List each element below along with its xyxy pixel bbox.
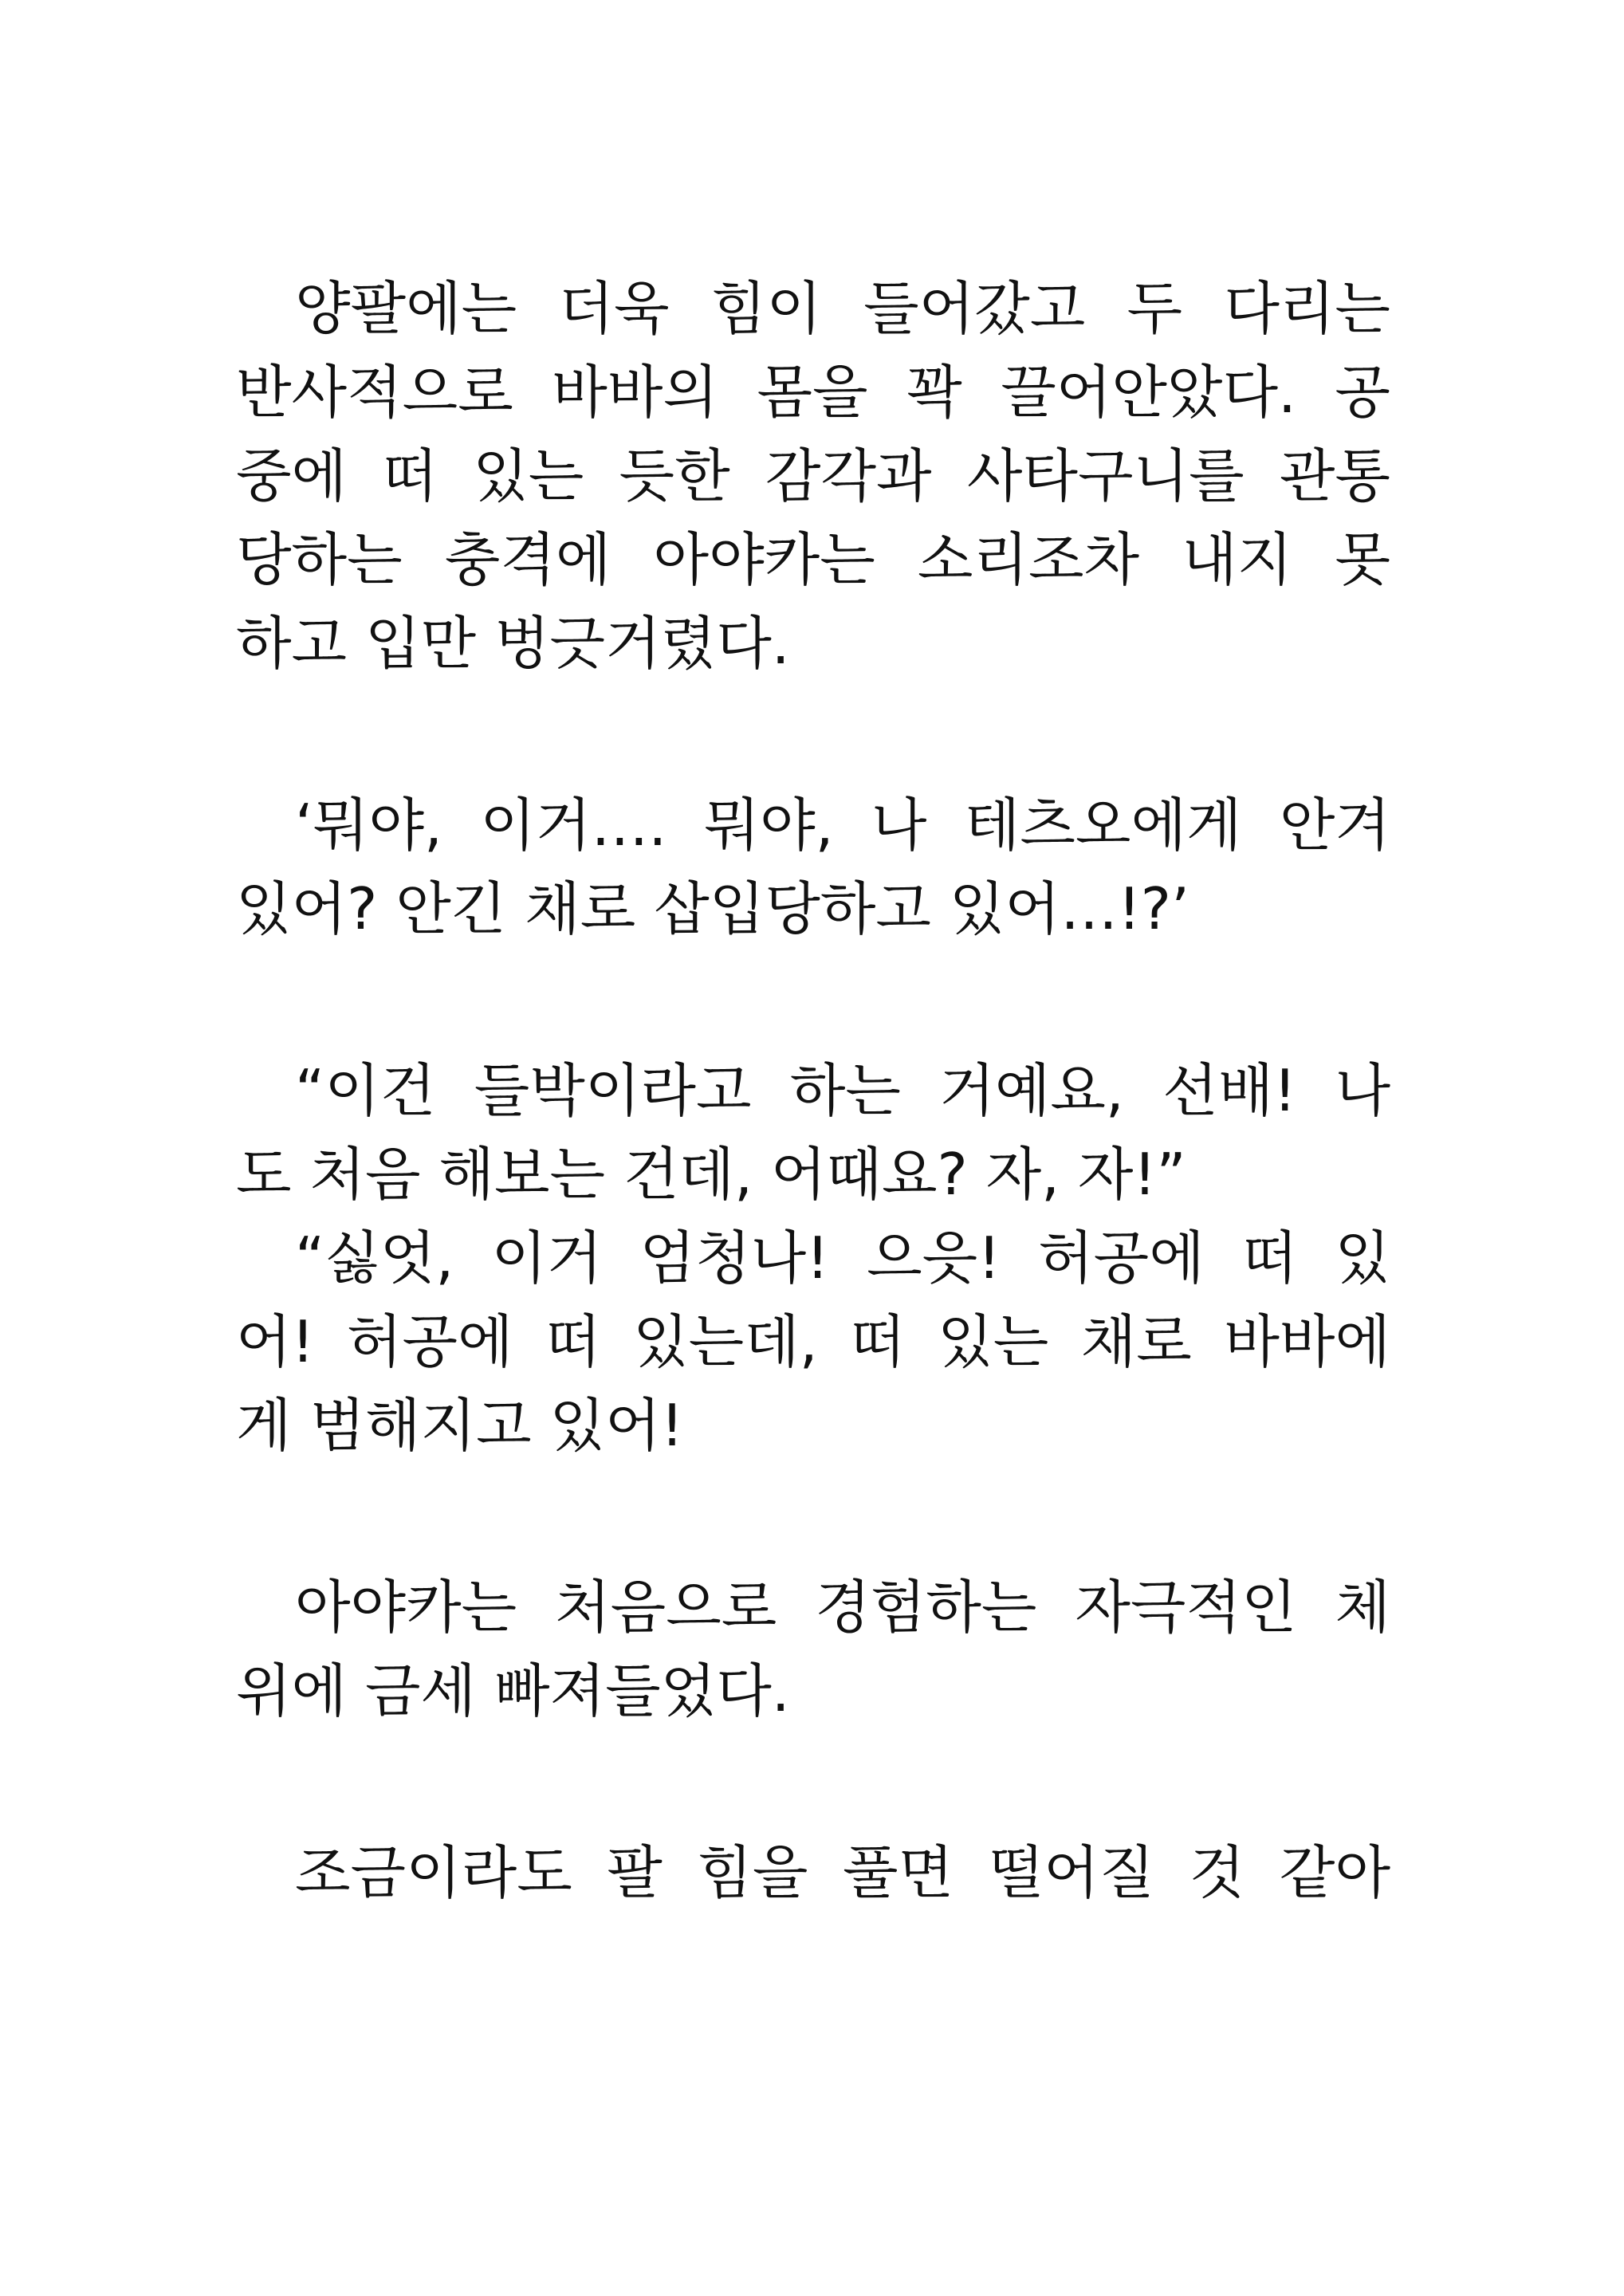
text-line: 반사적으로 바바의 몸을 꽉 끌어안았다. 공 <box>236 359 1390 426</box>
text-line: 어! 허공에 떠 있는데, 떠 있는 채로 바바에 <box>236 1308 1390 1375</box>
text-line: 당하는 충격에 아야카는 소리조차 내지 못 <box>236 526 1390 593</box>
text-line: 조금이라도 팔 힘을 풀면 떨어질 것 같아 <box>295 1839 1390 1906</box>
text-line: 도 처음 해보는 건데, 어때요? 자, 자!” <box>236 1141 1186 1208</box>
text-line: 위에 금세 빠져들었다. <box>236 1657 790 1724</box>
document-page <box>236 265 1390 2258</box>
text-line: 양팔에는 더욱 힘이 들어갔고 두 다리는 <box>295 275 1390 342</box>
text-line: ‘뭐야, 이거…. 뭐야, 나 테츠오에게 안겨 <box>295 792 1390 859</box>
text-line: 하고 입만 벙긋거렸다. <box>236 610 790 677</box>
text-line: 게 범해지고 있어! <box>236 1392 684 1459</box>
text-line: 아야카는 처음으로 경험하는 자극적인 체 <box>295 1574 1390 1641</box>
text-line: “이건 들박이라고 하는 거예요, 선배! 나 <box>295 1057 1390 1124</box>
text-line: 있어? 안긴 채로 삽입당하고 있어…!?’ <box>236 875 1189 942</box>
text-line: 중에 떠 있는 듯한 감각과 사타구니를 관통 <box>236 442 1390 509</box>
text-line: “싫엇, 이거 엄청나! 으읏! 허공에 떠 있 <box>295 1225 1390 1292</box>
